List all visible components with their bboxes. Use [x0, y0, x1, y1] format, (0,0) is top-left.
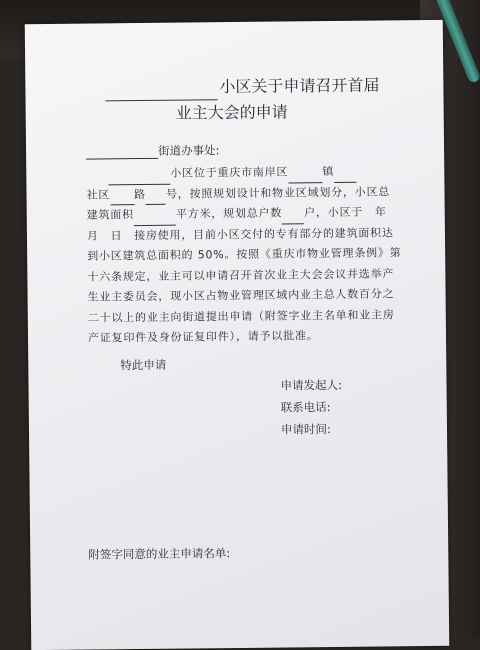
addressee-line	[86, 142, 220, 159]
signature-applicant: 申请发起人:	[280, 377, 342, 393]
paper-document	[25, 20, 450, 650]
body-line-9: 产证复印件及身份证复印件），请予以批准。	[87, 329, 319, 345]
fill-blank	[108, 171, 170, 185]
body-line-3: 建筑面积 平方米，规划总户数 户，小区于 年	[87, 202, 387, 226]
fill-blank	[110, 192, 134, 205]
body-line-8: 二十以上的业主向街道提出申请（附签字业主名单和业主房	[87, 307, 395, 325]
title-line-1: 小区关于申请召开首届	[219, 75, 380, 97]
application-body	[86, 161, 402, 349]
title-blank-line	[105, 81, 217, 101]
body-line-7: 生业主委员会，现小区占物业管理区域内业主总人数百分之	[87, 287, 395, 304]
attachment-note: 附签字同意的业主申请名单:	[88, 546, 231, 562]
body-line-1: 小区位于重庆市南岸区 镇	[86, 161, 386, 185]
body-line-4: 月 日 接房使用，目前小区交付的专有部分的建筑面积达	[86, 225, 394, 243]
title-line-2: 业主大会的申请	[175, 102, 288, 123]
document-title	[105, 72, 426, 127]
addressee-blank	[86, 146, 158, 160]
addressee-text: 街道办事处:	[157, 143, 220, 158]
body-line-5: 到小区建筑总面积的 50%。按照《重庆市物业管理条例》第	[87, 246, 402, 263]
fill-blank	[288, 170, 322, 183]
fill-blank	[282, 211, 304, 224]
fill-blank	[334, 169, 356, 182]
signature-date: 申请时间:	[280, 422, 331, 437]
body-line-2: 社区 路 号，按照规划设计和物业区域划分，小区总	[86, 182, 386, 206]
signature-phone: 联系电话:	[280, 400, 331, 415]
fill-blank	[134, 212, 176, 225]
closing-text: 特此申请	[120, 357, 167, 373]
fill-blank	[146, 192, 166, 205]
body-line-6: 十六条规定，业主可以申请召开首次业主大会会议并选举产	[87, 266, 395, 284]
